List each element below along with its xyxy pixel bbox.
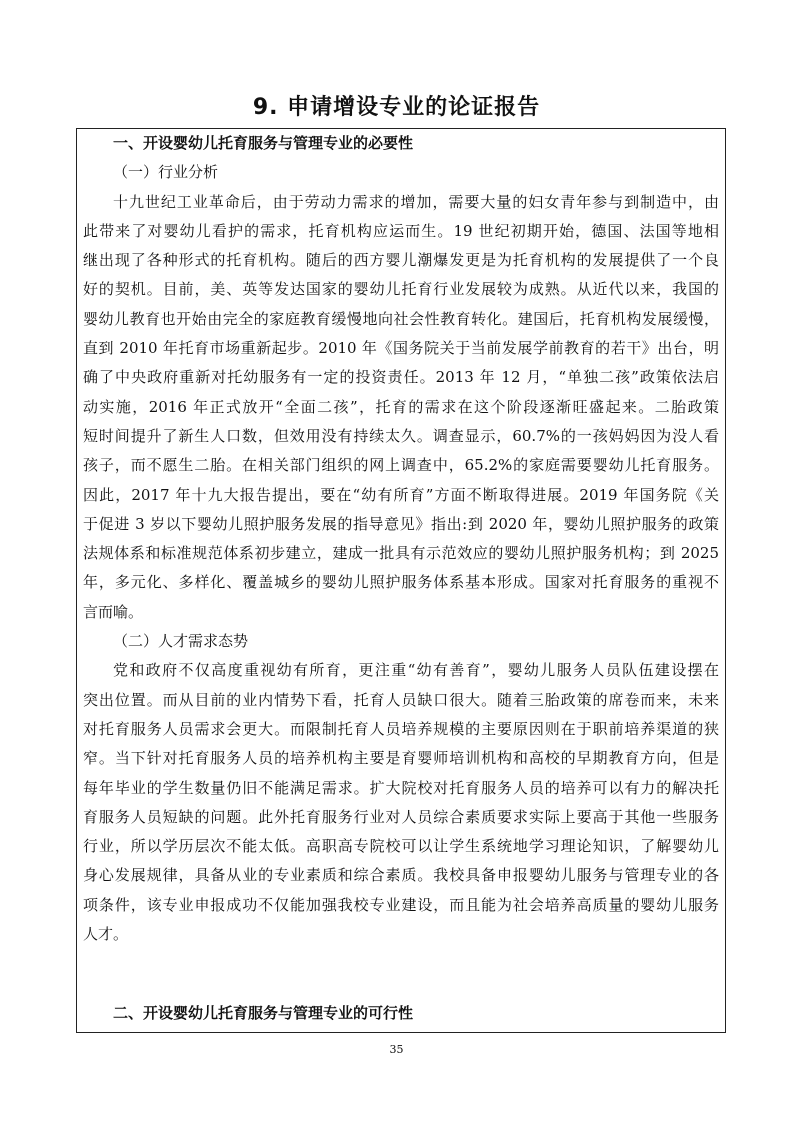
subsection-1-line: 婴幼儿教育也开始由完全的家庭教育缓慢地向社会性教育转化。建国后，托育机构发展缓慢，	[83, 309, 719, 328]
document-title: 9. 申请增设专业的论证报告	[252, 95, 541, 120]
section-2-container	[83, 999, 719, 1028]
subsection-2-line: 行业，所以学历层次不能太低。高职高专院校可以让学生系统地学习理论知识，了解婴幼儿	[83, 837, 719, 856]
subsection-1-line: 直到 2010 年托育市场重新起步。2010 年《国务院关于当前发展学前教育的若干》出台，明	[83, 339, 719, 358]
subsection-2-paragraph	[83, 656, 719, 949]
report-body	[83, 129, 719, 949]
subsection-2-line: 身心发展规律，具备从业的专业素质和综合素质。我校具备申报婴幼儿服务与管理专业的各	[83, 866, 719, 885]
subsection-1-line: 确了中央政府重新对托幼服务有一定的投资责任。2013 年 12 月，“单独二孩”政策依法启	[83, 368, 719, 387]
subsection-1-line: 好的契机。目前，美、英等发达国家的婴幼儿托育行业发展较为成熟。从近代以来，我国的	[83, 280, 719, 299]
subsection-2-line: 人才。	[83, 925, 129, 944]
subsection-1-line: 短时间提升了新生人口数，但效用没有持续太久。调查显示，60.7%的一孩妈妈因为没人看	[83, 426, 719, 445]
subsection-1-line: 此带来了对婴幼儿看护的需求，托育机构应运而生。19 世纪初期开始，德国、法国等地相	[83, 221, 719, 240]
subsection-1-paragraph	[83, 188, 719, 627]
subsection-2-line: 项条件，该专业申报成功不仅能加强我校专业建设，而且能为社会培养高质量的婴幼儿服务	[83, 895, 719, 914]
subsection-1-line: 孩子，而不愿生二胎。在相关部门组织的网上调查中，65.2%的家庭需要婴幼儿托育服务。	[83, 456, 719, 475]
section-2-heading: 二、开设婴幼儿托育服务与管理专业的可行性	[113, 1003, 414, 1022]
subsection-2-line: 党和政府不仅高度重视幼有所育，更注重“幼有善育”，婴幼儿服务人员队伍建设摆在	[113, 661, 719, 680]
section-1-heading: 一、开设婴幼儿托育服务与管理专业的必要性	[113, 134, 414, 152]
subsection-2-line: 对托育服务人员需求会更大。而限制托育人员培养规模的主要原因则在于职前培养渠道的狭	[83, 719, 719, 738]
subsection-1-line: 动实施，2016 年正式放开“全面二孩”，托育的需求在这个阶段逐渐旺盛起来。二胎政策	[83, 397, 719, 416]
subsection-1-line: 年，多元化、多样化、覆盖城乡的婴幼儿照护服务体系基本形成。国家对托育服务的重视不	[83, 573, 719, 592]
subsection-2-line: 窄。当下针对托育服务人员的培养机构主要是育婴师培训机构和高校的早期教育方向，但是	[83, 749, 719, 768]
subsection-1-line: 继出现了各种形式的托育机构。随后的西方婴儿潮爆发更是为托育机构的发展提供了一个良	[83, 251, 719, 270]
subsection-1-line: 言而喻。	[83, 602, 144, 621]
subsection-1-line: 于促进 3 岁以下婴幼儿照护服务发展的指导意见》指出:到 2020 年，婴幼儿照护服务的政策	[83, 514, 719, 533]
subsection-2-line: 突出位置。而从目前的业内情势下看，托育人员缺口很大。随着三胎政策的席卷而来，未来	[83, 690, 719, 709]
report-frame	[76, 128, 726, 1033]
subsection-1-line: 法规体系和标准规范体系初步建立，建成一批具有示范效应的婴幼儿照护服务机构；到 2025	[83, 544, 719, 563]
subsection-1-line: 十九世纪工业革命后，由于劳动力需求的增加，需要大量的妇女青年参与到制造中，由	[113, 192, 719, 211]
page-number: 35	[389, 1043, 404, 1056]
subsection-1-line: 因此，2017 年十九大报告提出，要在“幼有所育”方面不断取得进展。2019 年国务院《关	[83, 485, 719, 504]
subsection-2-heading: （二）人才需求态势	[113, 632, 249, 651]
subsection-2-line: 育服务人员短缺的问题。此外托育服务行业对人员综合素质要求实际上要高于其他一些服务	[83, 807, 719, 826]
subsection-1-heading: （一）行业分析	[113, 163, 219, 182]
subsection-2-line: 每年毕业的学生数量仍旧不能满足需求。扩大院校对托育服务人员的培养可以有力的解决托	[83, 778, 719, 797]
